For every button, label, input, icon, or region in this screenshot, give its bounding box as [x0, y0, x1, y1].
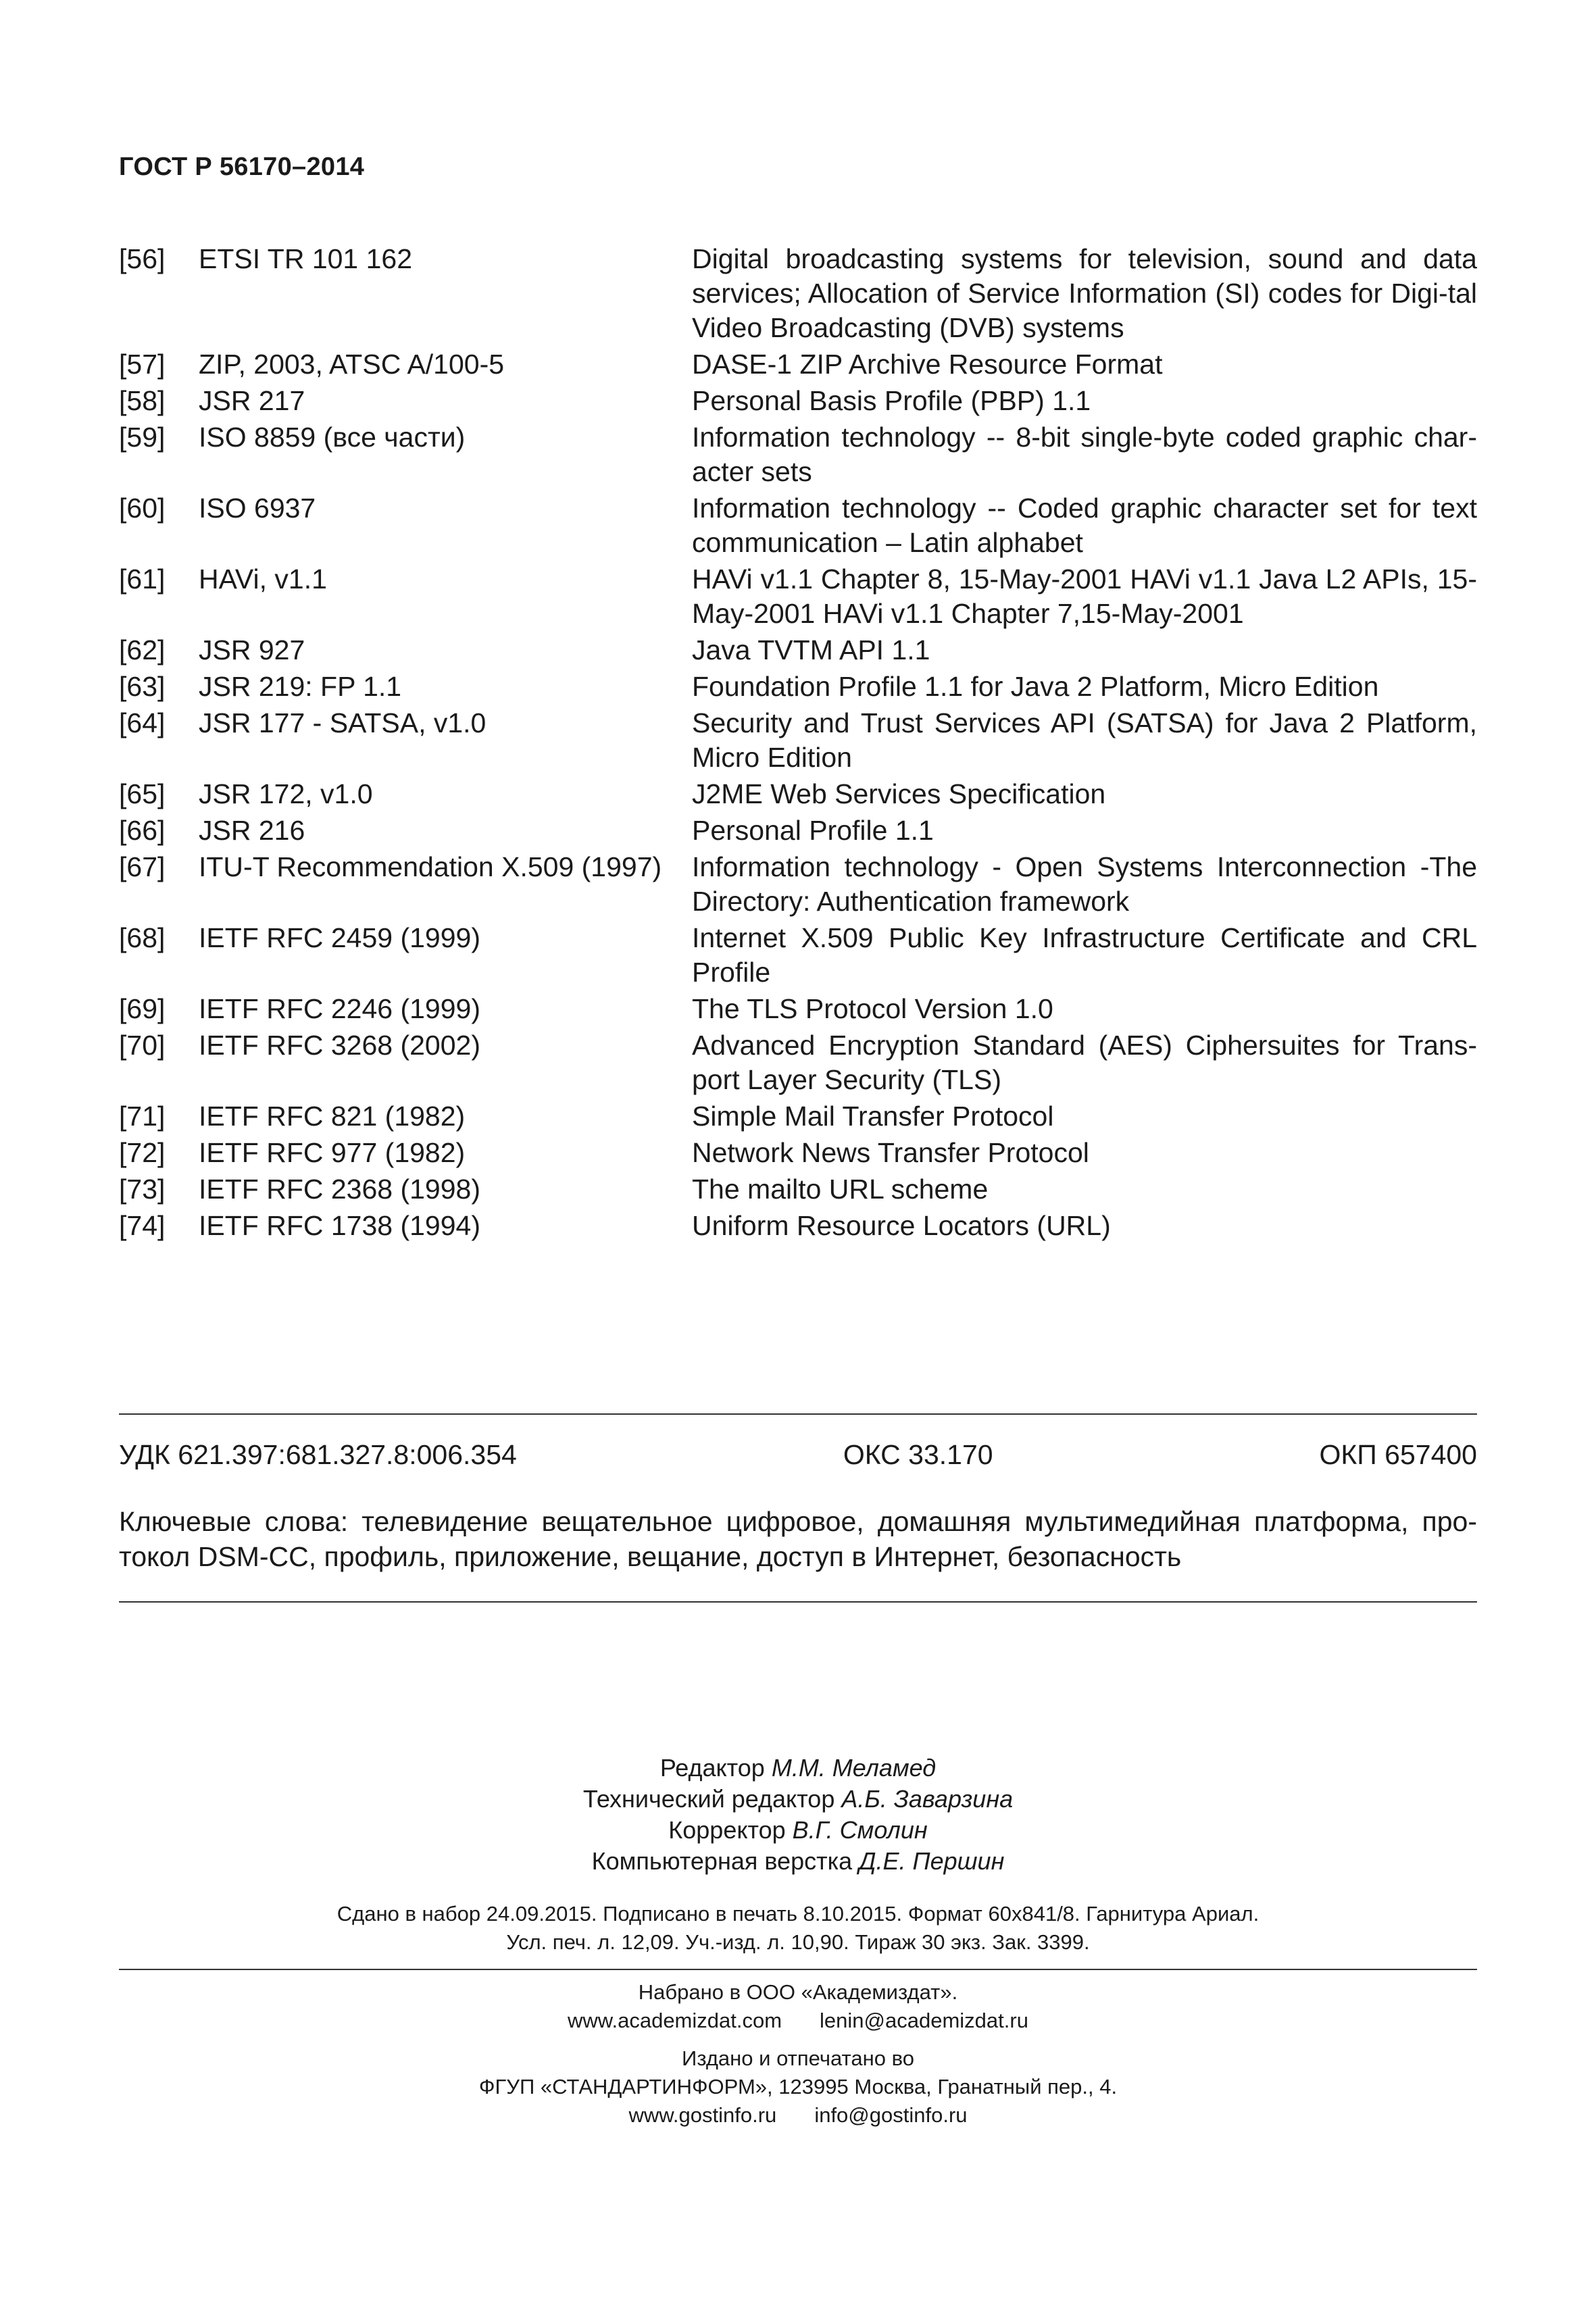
reference-row [119, 670, 1477, 704]
credit-role: Технический редактор [582, 1785, 835, 1813]
credit-name: А.Б. Заварзина [841, 1785, 1014, 1813]
print-info-line: Усл. печ. л. 12,09. Уч.-изд. л. 10,90. Тираж 30 экз. Зак. 3399. [506, 1930, 1090, 1954]
reference-code: IETF RFC 2459 (1999) [199, 922, 480, 953]
publisher-block [0, 1978, 1596, 2130]
reference-number: [67] [119, 851, 166, 882]
credit-role: Редактор [659, 1754, 765, 1782]
reference-row [119, 384, 1477, 418]
reference-number: [62] [119, 634, 166, 665]
reference-title: DASE-1 ZIP Archive Resource Format [692, 349, 1163, 380]
reference-code: IETF RFC 2246 (1999) [199, 993, 480, 1024]
reference-row [119, 777, 1477, 811]
reference-number: [61] [119, 563, 166, 595]
credit-line [0, 1815, 1596, 1846]
reference-number: [59] [119, 422, 166, 453]
divider-top [119, 1413, 1477, 1415]
reference-code: ZIP, 2003, ATSC A/100-5 [199, 349, 505, 380]
reference-code: JSR 177 - SATSA, v1.0 [199, 707, 487, 738]
reference-title: Uniform Resource Locators (URL) [692, 1210, 1111, 1241]
reference-row [119, 1028, 1477, 1097]
reference-code: JSR 219: FP 1.1 [199, 671, 402, 702]
reference-row [119, 633, 1477, 668]
reference-title: Internet X.509 Public Key Infrastructure Certificate and CRL Profile [692, 922, 1477, 988]
reference-code: JSR 217 [199, 385, 305, 416]
credits-block [0, 1753, 1596, 1877]
reference-row [119, 706, 1477, 775]
print-info-line: Сдано в набор 24.09.2015. Подписано в печать 8.10.2015. Формат 60x841/8. Гарнитура Ариал. [336, 1902, 1260, 1926]
credit-line [0, 1846, 1596, 1877]
reference-number: [72] [119, 1137, 166, 1168]
reference-title: HAVi v1.1 Chapter 8, 15-May-2001 HAVi v1.1 Java L2 APIs, 15-May-2001 HAVi v1.1 Chapter 7,15-May-2001 [692, 563, 1477, 629]
reference-title: Information technology -- 8-bit single-byte coded graphic char-acter sets [692, 422, 1477, 487]
reference-row [119, 1136, 1477, 1170]
reference-number: [66] [119, 815, 166, 846]
reference-number: [63] [119, 671, 166, 702]
reference-row [119, 921, 1477, 990]
reference-code: ISO 6937 [199, 493, 316, 524]
publisher-site-link[interactable]: www.gostinfo.ru [628, 2103, 777, 2127]
reference-title: Foundation Profile 1.1 for Java 2 Platform, Micro Edition [692, 671, 1379, 702]
reference-row [119, 420, 1477, 489]
okp-code: ОКП 657400 [1319, 1439, 1477, 1470]
reference-row [119, 850, 1477, 919]
reference-title: The TLS Protocol Version 1.0 [692, 993, 1053, 1024]
reference-title: The mailto URL scheme [692, 1174, 989, 1205]
reference-title: Personal Profile 1.1 [692, 815, 934, 846]
credit-role: Корректор [668, 1816, 786, 1844]
typeset-site-link[interactable]: www.academizdat.com [568, 2009, 782, 2032]
reference-row [119, 491, 1477, 560]
reference-title: Java TVTM API 1.1 [692, 634, 930, 665]
reference-row [119, 1209, 1477, 1243]
credit-name: М.М. Меламед [771, 1754, 937, 1782]
reference-row [119, 1172, 1477, 1207]
reference-row [119, 242, 1477, 345]
reference-title: Information technology - Open Systems Interconnection -The Directory: Authentication framework [692, 851, 1477, 917]
print-info [0, 1900, 1596, 1957]
reference-number: [69] [119, 993, 166, 1024]
reference-number: [65] [119, 778, 166, 809]
reference-title: Security and Trust Services API (SATSA) for Java 2 Platform, Micro Edition [692, 707, 1477, 773]
reference-title: Information technology -- Coded graphic character set for text communication – Latin alphabet [692, 493, 1477, 558]
reference-code: IETF RFC 821 (1982) [199, 1101, 466, 1132]
credit-line [0, 1753, 1596, 1784]
reference-code: IETF RFC 1738 (1994) [199, 1210, 480, 1241]
publisher-email-link[interactable]: info@gostinfo.ru [814, 2103, 968, 2127]
reference-row [119, 992, 1477, 1026]
reference-code: JSR 172, v1.0 [199, 778, 373, 809]
oks-code: ОКС 33.170 [843, 1439, 993, 1470]
publisher-org: ФГУП «СТАНДАРТИНФОРМ», 123995 Москва, Гранатный пер., 4. [478, 2075, 1118, 2098]
reference-number: [71] [119, 1101, 166, 1132]
reference-row [119, 347, 1477, 382]
reference-row [119, 1099, 1477, 1134]
reference-title: Network News Transfer Protocol [692, 1137, 1089, 1168]
reference-code: IETF RFC 2368 (1998) [199, 1174, 480, 1205]
publisher-contacts [0, 2101, 1596, 2130]
reference-code: IETF RFC 3268 (2002) [199, 1030, 480, 1061]
divider-bottom [119, 1969, 1477, 1970]
reference-number: [56] [119, 243, 166, 274]
reference-number: [70] [119, 1030, 166, 1061]
credit-role: Компьютерная верстка [591, 1847, 853, 1875]
reference-code: ISO 8859 (все части) [199, 422, 466, 453]
reference-title: Digital broadcasting systems for television, sound and data services; Allocation of Service Information (SI) codes for Digi-tal Video Broadcasting (DVB) systems [692, 243, 1477, 343]
reference-code: JSR 927 [199, 634, 305, 665]
reference-code: HAVi, v1.1 [199, 563, 327, 595]
reference-number: [74] [119, 1210, 166, 1241]
standard-title: ГОСТ Р 56170–2014 [119, 153, 365, 181]
reference-number: [57] [119, 349, 166, 380]
reference-title: Advanced Encryption Standard (AES) Ciphersuites for Trans-port Layer Security (TLS) [692, 1030, 1477, 1095]
typeset-by: Набрано в ООО «Академиздат». [638, 1980, 958, 2004]
typeset-email-link[interactable]: lenin@academizdat.ru [820, 2009, 1028, 2032]
reference-number: [68] [119, 922, 166, 953]
udk-code: УДК 621.397:681.327.8:006.354 [119, 1439, 517, 1470]
keywords-text: Ключевые слова: телевидение вещательное цифровое, домашняя мультимедийная платформа, про-токол DSM-CC, профиль, приложение, вещание, доступ в Интернет, безопасность [119, 1506, 1477, 1572]
reference-number: [73] [119, 1174, 166, 1205]
reference-title: Simple Mail Transfer Protocol [692, 1101, 1054, 1132]
reference-code: JSR 216 [199, 815, 305, 846]
reference-row [119, 562, 1477, 631]
reference-code: ITU-T Recommendation X.509 (1997) [199, 851, 662, 882]
credit-name: Д.Е. Першин [859, 1847, 1005, 1875]
bibliography-list [119, 242, 1477, 1245]
reference-number: [58] [119, 385, 166, 416]
typeset-contacts [0, 2007, 1596, 2035]
reference-title: Personal Basis Profile (PBP) 1.1 [692, 385, 1091, 416]
classification-row [119, 1439, 1477, 1471]
reference-code: ETSI TR 101 162 [199, 243, 413, 274]
credit-name: В.Г. Смолин [792, 1816, 928, 1844]
printed-by: Издано и отпечатано во [682, 2046, 914, 2070]
reference-code: IETF RFC 977 (1982) [199, 1137, 466, 1168]
reference-number: [60] [119, 493, 166, 524]
divider-middle [119, 1601, 1477, 1603]
reference-row [119, 813, 1477, 848]
reference-number: [64] [119, 707, 166, 738]
credit-line [0, 1784, 1596, 1815]
reference-title: J2ME Web Services Specification [692, 778, 1106, 809]
